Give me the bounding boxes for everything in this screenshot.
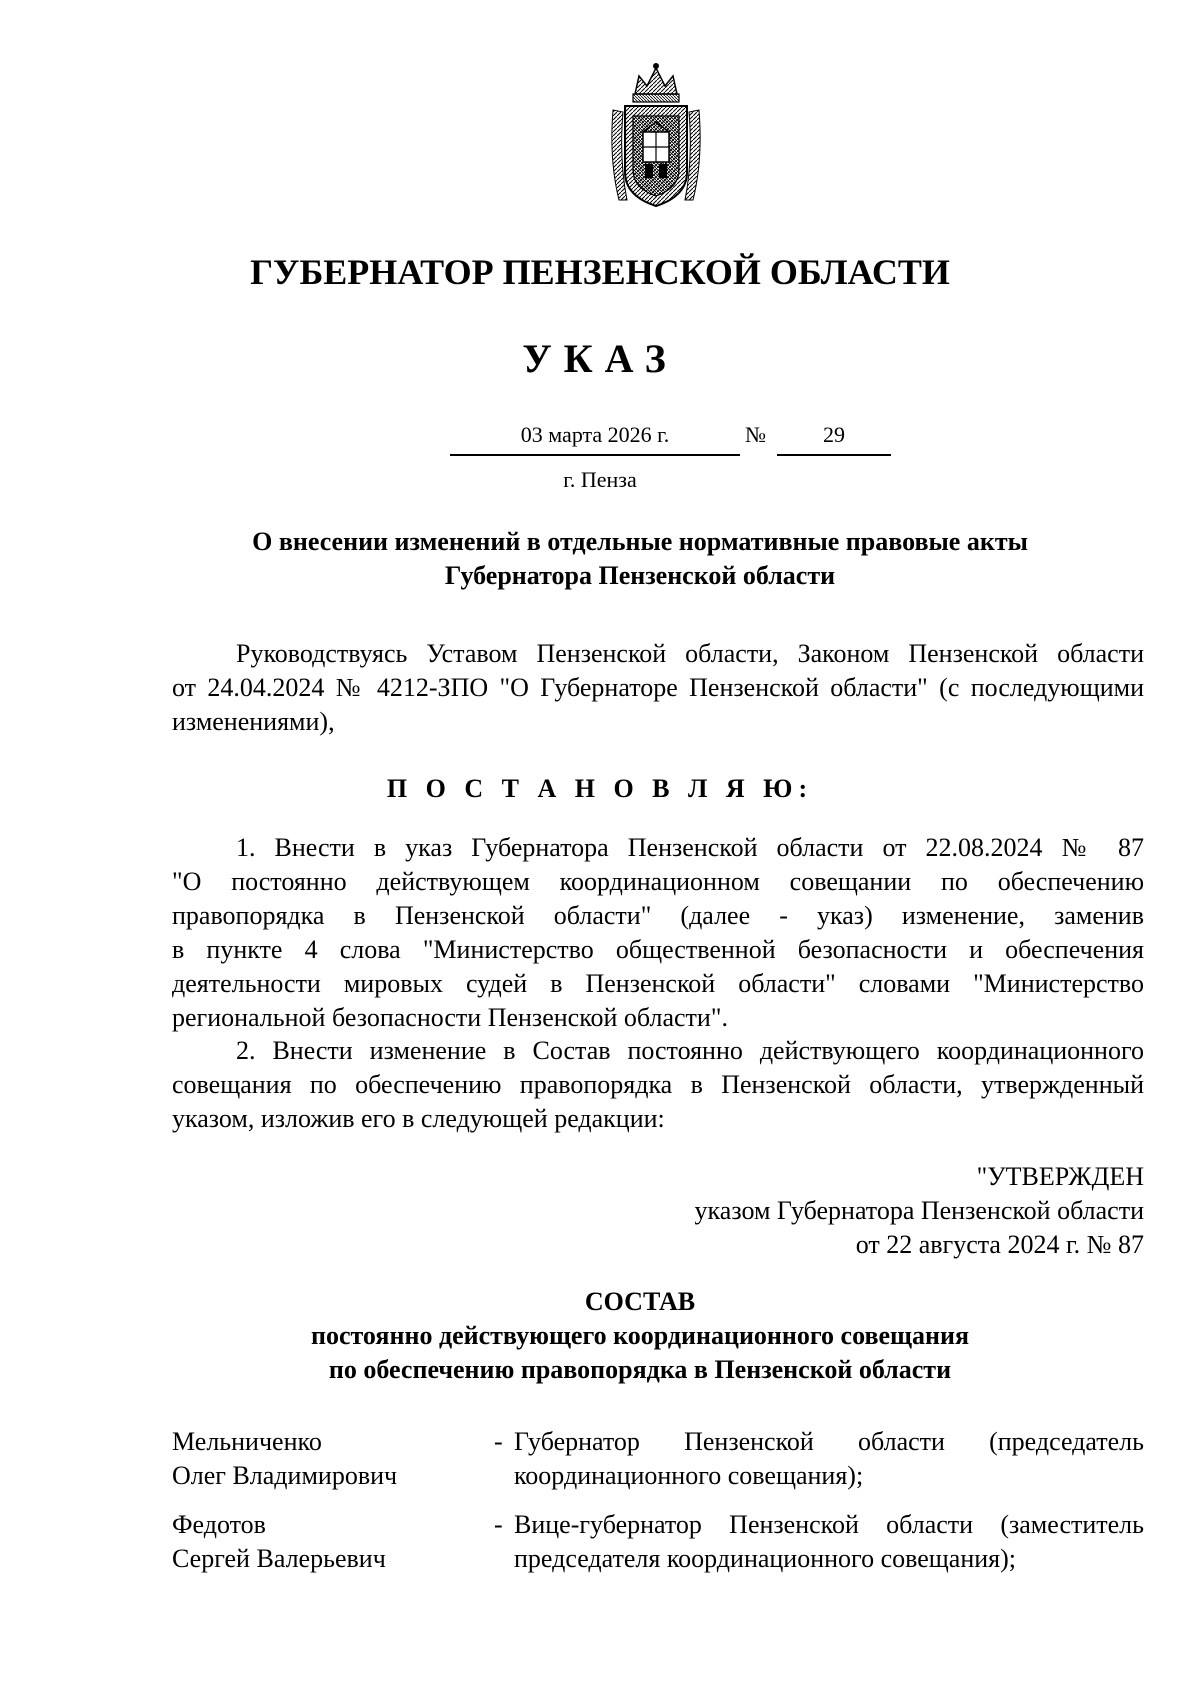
number-field: 29 — [777, 420, 891, 456]
member-name — [172, 1508, 472, 1576]
preamble-paragraph — [172, 637, 1144, 739]
item-1-line: правопорядка в Пензенской области" (далее - указ) изменение, заменив — [172, 901, 1144, 930]
item-1-line: региональной безопасности Пензенской области". — [172, 1003, 728, 1032]
approved-by-line: указом Губернатора Пензенской области — [694, 1196, 1144, 1225]
member-row — [172, 1425, 1144, 1495]
member-role-line: председателя координационного совещания); — [514, 1544, 1016, 1573]
issuer-title: ГУБЕРНАТОР ПЕНЗЕНСКОЙ ОБЛАСТИ — [250, 252, 950, 292]
preamble-line: Руководствуясь Уставом Пензенской области, Законом Пензенской области — [236, 639, 1144, 668]
member-given-name: Сергей Валерьевич — [172, 1544, 386, 1573]
document-title — [170, 525, 1110, 593]
member-role-line: координационного совещания); — [514, 1461, 864, 1490]
approval-stamp-block — [620, 1160, 1144, 1262]
member-role — [514, 1425, 1144, 1493]
item-1-line: в пункте 4 слова "Министерство общественной безопасности и обеспечения — [172, 935, 1144, 964]
approved-date-line: от 22 августа 2024 г. № 87 — [855, 1230, 1144, 1259]
member-given-name: Олег Владимирович — [172, 1461, 398, 1490]
preamble-line: от 24.04.2024 № 4212-ЗПО "О Губернаторе Пензенской области" (с последующими — [172, 673, 1144, 702]
city-label: г. Пенза — [563, 467, 637, 492]
member-surname: Федотов — [172, 1510, 266, 1539]
composition-subtitle: по обеспечению правопорядка в Пензенской области — [328, 1355, 952, 1384]
member-row — [172, 1508, 1144, 1578]
item-2-line: совещания по обеспечению правопорядка в Пензенской области, утвержденный — [172, 1070, 1144, 1099]
item-1-paragraph — [172, 831, 1144, 1035]
preamble-line: изменениями), — [172, 707, 335, 736]
member-surname: Мельниченко — [172, 1427, 322, 1456]
member-role — [514, 1508, 1144, 1576]
member-role-line: Вице-губернатор Пензенской области (заместитель — [514, 1510, 1144, 1539]
member-dash: - — [494, 1510, 503, 1539]
member-role-line: Губернатор Пензенской области (председатель — [514, 1427, 1144, 1456]
item-2-paragraph — [172, 1034, 1144, 1136]
item-2-line: указом, изложив его в следующей редакции: — [172, 1104, 665, 1133]
member-dash: - — [494, 1427, 503, 1456]
document-title-line: О внесении изменений в отдельные нормативные правовые акты — [252, 527, 1028, 556]
number-sign: № — [745, 422, 766, 447]
coat-of-arms-emblem — [605, 60, 707, 212]
member-name — [172, 1425, 472, 1493]
composition-title — [170, 1285, 1110, 1387]
date-field: 03 марта 2026 г. — [450, 420, 740, 456]
item-1-line: деятельности мировых судей в Пензенской области" словами "Министерство — [172, 969, 1144, 998]
composition-subtitle: постоянно действующего координационного совещания — [310, 1321, 970, 1350]
item-1-line: "О постоянно действующем координационном совещании по обеспечению — [172, 867, 1144, 896]
composition-heading: СОСТАВ — [584, 1287, 696, 1316]
resolve-heading: П О С Т А Н О В Л Я Ю: — [386, 774, 814, 803]
item-1-line: 1. Внести в указ Губернатора Пензенской области от 22.08.2024 № 87 — [236, 833, 1144, 862]
document-title-line: Губернатора Пензенской области — [444, 561, 836, 590]
document-type: УКАЗ — [522, 336, 678, 381]
item-2-line: 2. Внести изменение в Состав постоянно действующего координационного — [236, 1036, 1144, 1065]
approved-line: "УТВЕРЖДЕН — [976, 1162, 1144, 1191]
